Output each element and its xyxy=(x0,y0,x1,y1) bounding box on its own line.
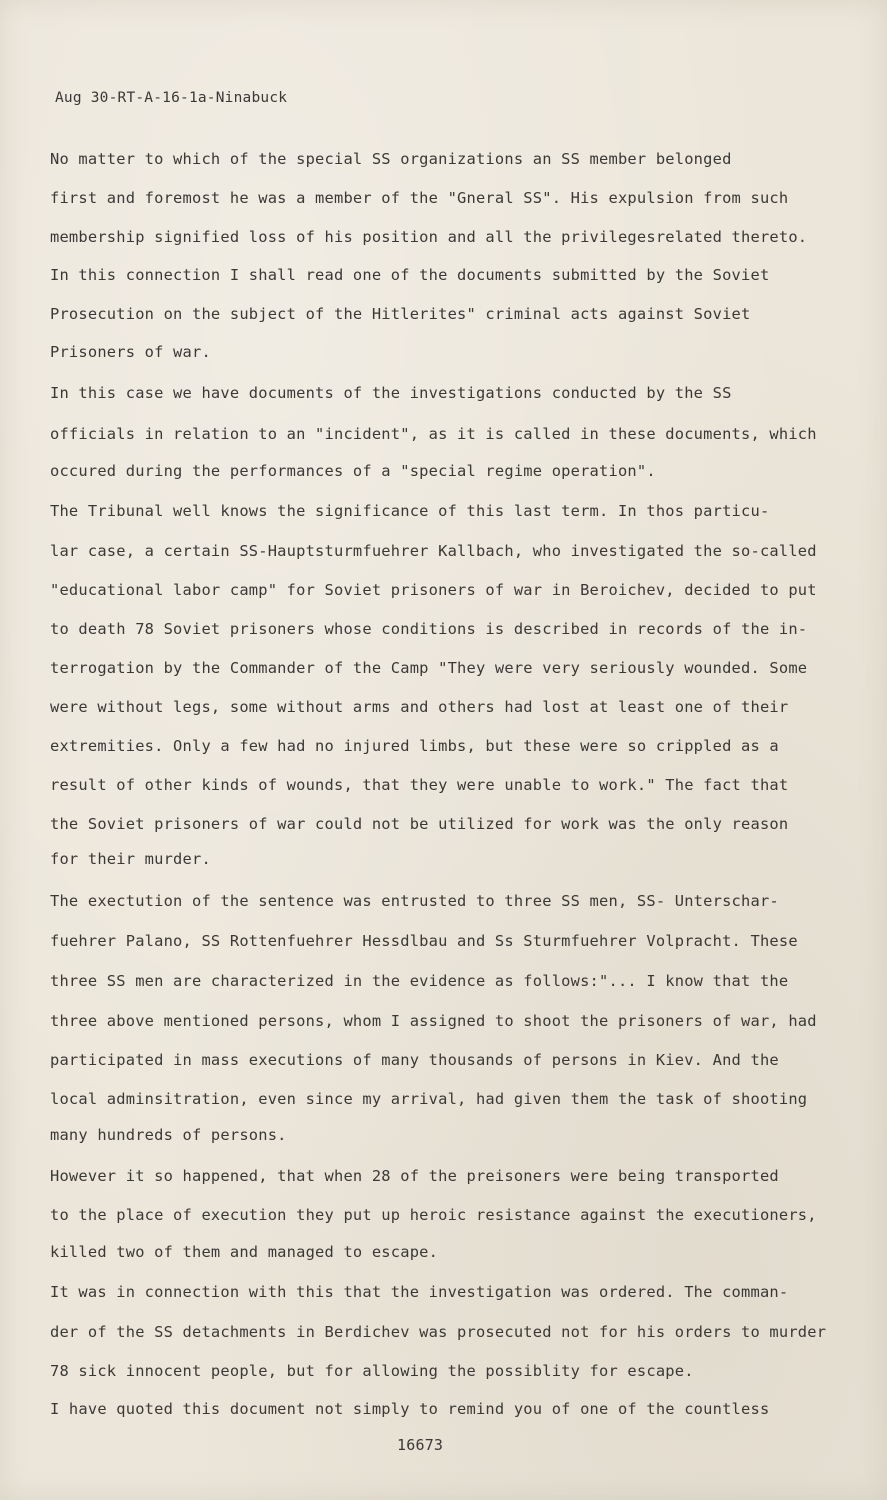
text-line: participated in mass executions of many thousands of persons in Kiev. And the xyxy=(50,1051,779,1069)
text-line: 78 sick innocent people, but for allowing the possiblity for escape. xyxy=(50,1362,694,1380)
text-line: for their murder. xyxy=(50,850,211,868)
text-line: local adminsitration, even since my arrival, had given them the task of shooting xyxy=(50,1090,808,1108)
text-line: In this case we have documents of the investigations conducted by the SS xyxy=(50,384,732,402)
text-line: However it so happened, that when 28 of the preisoners were being transported xyxy=(50,1167,779,1185)
text-line: "educational labor camp" for Soviet prisoners of war in Beroichev, decided to put xyxy=(50,581,817,599)
text-line: No matter to which of the special SS organizations an SS member belonged xyxy=(50,150,732,168)
text-line: were without legs, some without arms and others had lost at least one of their xyxy=(50,698,789,716)
text-line: In this connection I shall read one of the documents submitted by the Soviet xyxy=(50,266,770,284)
text-line: der of the SS detachments in Berdichev was prosecuted not for his orders to murder xyxy=(50,1323,827,1341)
text-line: It was in connection with this that the investigation was ordered. The comman- xyxy=(50,1283,789,1301)
text-line: three above mentioned persons, whom I assigned to shoot the prisoners of war, had xyxy=(50,1012,817,1030)
text-line: fuehrer Palano, SS Rottenfuehrer Hessdlbau and Ss Sturmfuehrer Volpracht. These xyxy=(50,932,798,950)
document-header: Aug 30-RT-A-16-1a-Ninabuck xyxy=(55,90,288,106)
text-line: I have quoted this document not simply to remind you of one of the countless xyxy=(50,1400,770,1418)
text-line: many hundreds of persons. xyxy=(50,1126,287,1144)
text-line: killed two of them and managed to escape. xyxy=(50,1243,439,1261)
page-number: 16673 xyxy=(397,1436,444,1454)
text-line: to death 78 Soviet prisoners whose conditions is described in records of the in- xyxy=(50,620,808,638)
text-line: terrogation by the Commander of the Camp "They were very seriously wounded. Some xyxy=(50,659,808,677)
text-line: to the place of execution they put up heroic resistance against the executioners, xyxy=(50,1206,817,1224)
text-line: first and foremost he was a member of the "Gneral SS". His expulsion from such xyxy=(50,189,789,207)
text-line: The Tribunal well knows the significance of this last term. In thos particu- xyxy=(50,502,770,520)
text-line: The exectution of the sentence was entrusted to three SS men, SS- Unterschar- xyxy=(50,892,779,910)
text-line: result of other kinds of wounds, that they were unable to work." The fact that xyxy=(50,776,789,794)
text-line: Prosecution on the subject of the Hitlerites" criminal acts against Soviet xyxy=(50,305,751,323)
text-line: officials in relation to an "incident", as it is called in these documents, which xyxy=(50,425,817,443)
text-line: three SS men are characterized in the evidence as follows:"... I know that the xyxy=(50,972,789,990)
text-line: Prisoners of war. xyxy=(50,343,211,361)
text-line: occured during the performances of a "special regime operation". xyxy=(50,462,656,480)
text-line: membership signified loss of his position and all the privilegesrelated thereto. xyxy=(50,228,808,246)
text-line: the Soviet prisoners of war could not be utilized for work was the only reason xyxy=(50,815,789,833)
text-line: extremities. Only a few had no injured limbs, but these were so crippled as a xyxy=(50,737,779,755)
text-line: lar case, a certain SS-Hauptsturmfuehrer Kallbach, who investigated the so-called xyxy=(50,542,817,560)
